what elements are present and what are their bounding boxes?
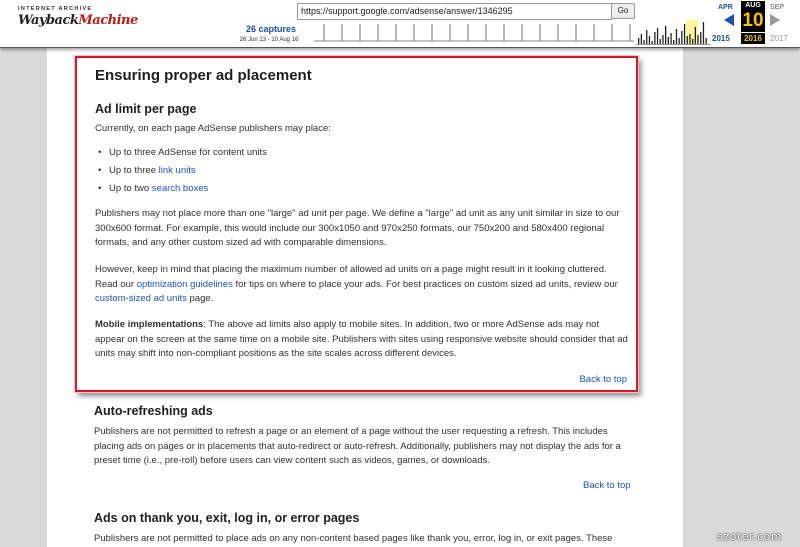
next-month: SEP bbox=[770, 4, 785, 11]
para-text: for tips on where to place your ads. For best practices on custom sized ad units, review our bbox=[232, 278, 618, 290]
list-item bbox=[97, 162, 497, 180]
sparkline-bar bbox=[695, 27, 696, 44]
sparkline-bar bbox=[703, 22, 704, 44]
mobile-paragraph bbox=[95, 318, 630, 362]
sparkline-bar bbox=[654, 32, 655, 44]
auto-refresh-paragraph: Publishers are not permitted to refresh a page or an element of a page without the user requesting a refresh. This includes placing ads on pages or in placements that auto-redirect or auto-refresh. Additionally, publishers may not display the ads for a preset time (i.e., pre-roll) before users can view content such as videos, games, or downloads. bbox=[94, 426, 621, 467]
ad-limit-list bbox=[97, 144, 497, 198]
back-to-top-link[interactable]: Back to top bbox=[583, 480, 631, 491]
sparkline-bar bbox=[641, 34, 642, 44]
para-text: page. bbox=[186, 293, 214, 305]
clutter-paragraph bbox=[95, 263, 630, 307]
thank-you-paragraph: Publishers are not permitted to place ads on any non-content based pages like thank you, error, log in, or exit pages. These bbox=[94, 533, 613, 544]
large-ad-paragraph: Publishers may not place more than one "large" ad unit per page. We define a "large" ad unit as any unit similar in size to our 300x600 format. For example, this would include our 300x1050 and 970x250 formats, our 750x200 and 580x400 regional formats, and any other custom sized ad with comparable dimensions. bbox=[95, 208, 620, 249]
sparkline-bar bbox=[687, 36, 688, 44]
back-to-top-link[interactable]: Back to top bbox=[579, 374, 627, 385]
current-month: AUG bbox=[741, 1, 765, 10]
sparkline-bar bbox=[681, 31, 682, 44]
sparkline-bar bbox=[665, 26, 666, 44]
prev-capture-arrow-icon[interactable] bbox=[724, 14, 734, 26]
list-item-text: Up to three AdSense for content units bbox=[109, 147, 267, 158]
current-day: 10 bbox=[742, 10, 764, 31]
section-title: Ensuring proper ad placement bbox=[95, 67, 312, 84]
wayback-logo[interactable] bbox=[18, 6, 138, 42]
logo-machine: Machine bbox=[78, 13, 138, 28]
next-capture-arrow-icon bbox=[770, 14, 780, 26]
capture-sparkline[interactable] bbox=[636, 18, 710, 45]
sparkline-bar bbox=[692, 39, 693, 44]
sparkline-bar bbox=[638, 38, 639, 44]
sparkline-bar bbox=[662, 35, 663, 44]
sparkline-bar bbox=[673, 40, 674, 44]
url-input[interactable]: https://support.google.com/adsense/answer/1346295 bbox=[297, 3, 612, 20]
link-units-link[interactable]: link units bbox=[158, 165, 196, 176]
sparkline-bar bbox=[649, 36, 650, 44]
list-item bbox=[97, 180, 497, 198]
thank-you-title: Ads on thank you, exit, log in, or error pages bbox=[94, 511, 360, 525]
sparkline-bar bbox=[657, 28, 658, 44]
sparkline-bar bbox=[684, 24, 685, 44]
logo-wayback: Wayback bbox=[18, 13, 79, 28]
watermark-text: szoter.com bbox=[717, 530, 782, 543]
prev-month-link[interactable]: APR bbox=[718, 4, 733, 11]
sparkline-bar bbox=[643, 40, 644, 44]
next-year: 2017 bbox=[770, 34, 788, 43]
sparkline-bar bbox=[700, 32, 701, 44]
custom-sized-ad-units-link[interactable]: custom-sized ad units bbox=[95, 293, 187, 305]
logo-top-text: INTERNET ARCHIVE bbox=[18, 6, 93, 12]
sparkline-bar bbox=[676, 29, 677, 44]
sparkline-bar bbox=[670, 33, 671, 44]
para-text: However, keep in mind that placing the maximum number of allowed ad units on a page might result in it looking cluttered. Read our bbox=[95, 264, 607, 290]
optimization-guidelines-link[interactable]: optimization guidelines bbox=[136, 278, 233, 290]
sparkline-bar bbox=[697, 35, 698, 44]
sparkline-bar bbox=[706, 38, 707, 44]
logo-main-text bbox=[18, 13, 138, 28]
timeline-ticks[interactable] bbox=[314, 18, 634, 42]
sparkline-bar bbox=[668, 37, 669, 44]
go-button[interactable]: Go bbox=[611, 3, 635, 19]
captures-link[interactable]: 26 captures bbox=[245, 24, 297, 34]
sparkline-bar bbox=[652, 41, 653, 44]
current-year: 2016 bbox=[741, 33, 765, 44]
highlighted-section bbox=[75, 56, 638, 392]
search-boxes-link[interactable]: search boxes bbox=[151, 183, 209, 194]
list-item-text: Up to three bbox=[109, 165, 159, 176]
sparkline-bar bbox=[646, 30, 647, 44]
intro-text: Currently, on each page AdSense publishers may place: bbox=[95, 123, 331, 134]
sparkline-bar bbox=[660, 39, 661, 44]
sparkline-bar bbox=[679, 38, 680, 44]
para-text: : The above ad limits also apply to mobile sites. In addition, two or more AdSense ads may not appear on the screen at the same time on a mobile site. Publishers with sites using responsive website should consider that ad units may shift into non-compliant positions as the site scales across different devices. bbox=[95, 319, 628, 360]
auto-refresh-title: Auto-refreshing ads bbox=[94, 404, 213, 418]
list-item-text: Up to two bbox=[109, 183, 152, 194]
capture-date-range: 26 Jun 13 - 10 Aug 16 bbox=[239, 37, 299, 43]
mobile-label: Mobile implementations bbox=[95, 319, 204, 330]
prev-year-link[interactable]: 2015 bbox=[712, 34, 730, 43]
subsection-title: Ad limit per page bbox=[95, 102, 197, 116]
list-item bbox=[97, 144, 497, 162]
wayback-toolbar bbox=[0, 0, 800, 48]
sparkline-bar bbox=[689, 34, 690, 44]
